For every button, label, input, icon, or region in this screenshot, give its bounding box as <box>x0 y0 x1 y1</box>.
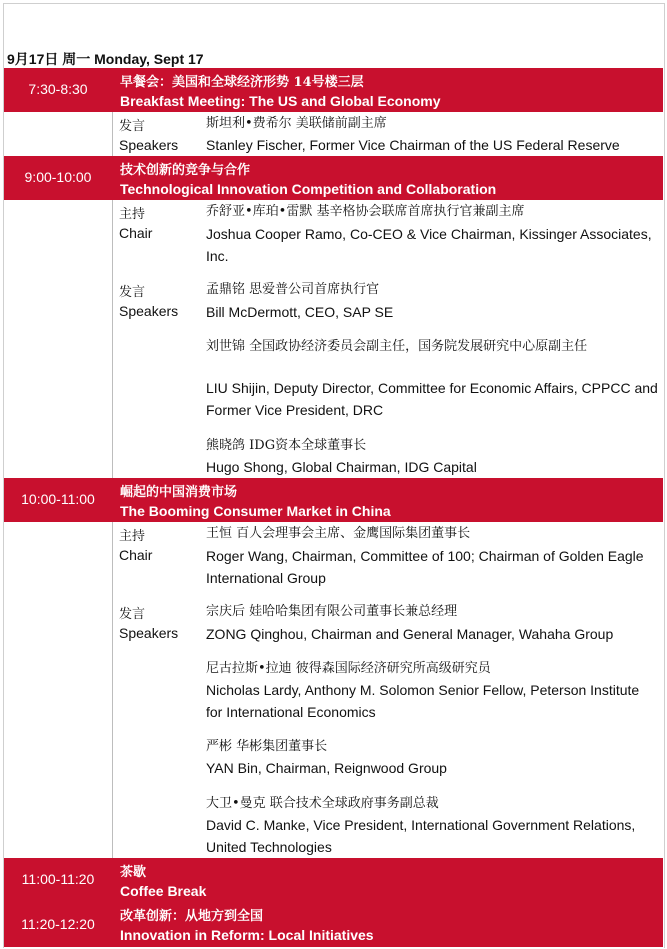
session-header-breakfast <box>4 68 663 112</box>
role-label-en: Speakers <box>119 625 179 641</box>
person-en: Stanley Fischer, Former Vice Chairman of the US Federal Reserve <box>206 137 620 153</box>
person-en: Nicholas Lardy, Anthony M. Solomon Senior Fellow, Peterson Institute for International Economics <box>206 682 640 720</box>
session-title-en: Breakfast Meeting: The US and Global Economy <box>120 93 441 109</box>
role-label-zh: 发言 <box>119 119 146 134</box>
column-divider <box>112 522 113 858</box>
role-label-zh: 发言 <box>119 607 146 622</box>
session-title-en: Innovation in Reform: Local Initiatives <box>120 927 374 943</box>
person-en: David C. Manke, Vice President, International Government Relations, United Technologies <box>206 817 636 855</box>
role-label-en: Chair <box>119 225 153 241</box>
session-header-coffee-reform <box>4 858 663 947</box>
role-label-zh: 主持 <box>119 529 146 544</box>
person-en: Joshua Cooper Ramo, Co-CEO & Vice Chairman, Kissinger Associates, Inc. <box>206 226 652 264</box>
session-time: 11:00-11:20 <box>21 871 95 887</box>
session-title-en: The Booming Consumer Market in China <box>120 503 391 519</box>
role-label-en: Speakers <box>119 303 179 319</box>
session-time: 9:00-10:00 <box>24 169 92 185</box>
session-time: 7:30-8:30 <box>28 81 88 97</box>
person-en: Bill McDermott, CEO, SAP SE <box>206 304 394 320</box>
person-zh: 宗庆后 娃哈哈集团有限公司董事长兼总经理 <box>206 604 458 619</box>
person-zh: 斯坦利•费希尔 美联储前副主席 <box>206 116 387 131</box>
session-time: 10:00-11:00 <box>21 491 95 507</box>
session-title-zh: 茶歇 <box>120 865 147 880</box>
person-zh: 尼古拉斯•拉迪 彼得森国际经济研究所高级研究员 <box>206 661 491 676</box>
person-en: YAN Bin, Chairman, Reignwood Group <box>206 760 447 776</box>
session-title-zh: 改革创新：从地方到全国 <box>120 909 264 924</box>
person-zh: 熊晓鸽 IDG资本全球董事长 <box>206 438 367 453</box>
person-zh: 大卫•曼克 联合技术全球政府事务副总裁 <box>206 796 439 811</box>
session-title-zh: 技术创新的竞争与合作 <box>120 163 251 178</box>
session-title-zh: 早餐会：美国和全球经济形势 14号楼三层 <box>120 75 364 90</box>
session-header-tech-innovation <box>4 156 663 200</box>
person-en: Roger Wang, Chairman, Committee of 100; Chairman of Golden Eagle International Group <box>206 548 644 586</box>
column-divider <box>112 200 113 478</box>
person-zh: 孟鼎铭 思爱普公司首席执行官 <box>206 282 380 297</box>
person-en: ZONG Qinghou, Chairman and General Manager, Wahaha Group <box>206 626 614 642</box>
person-zh: 乔舒亚•库珀•雷默 基辛格协会联席首席执行官兼副主席 <box>206 204 525 219</box>
session-title-zh: 崛起的中国消费市场 <box>120 485 238 500</box>
column-divider <box>112 112 113 156</box>
session-title-en: Coffee Break <box>120 883 207 899</box>
session-time: 11:20-12:20 <box>21 916 95 932</box>
role-label-en: Speakers <box>119 137 179 153</box>
person-zh: 刘世锦 全国政协经济委员会副主任，国务院发展研究中心原副主任 <box>206 339 588 354</box>
session-header-consumer-market <box>4 478 663 522</box>
role-label-zh: 发言 <box>119 285 146 300</box>
person-zh: 严彬 华彬集团董事长 <box>206 739 328 754</box>
session-title-en: Technological Innovation Competition and Collaboration <box>120 181 497 197</box>
role-label-en: Chair <box>119 547 153 563</box>
person-zh: 王恒 百人会理事会主席、金鹰国际集团董事长 <box>206 526 471 541</box>
schedule-date: 9月17日 周一 Monday, Sept 17 <box>7 51 204 67</box>
role-label-zh: 主持 <box>119 207 146 222</box>
person-en: Hugo Shong, Global Chairman, IDG Capital <box>206 459 477 475</box>
person-en: LIU Shijin, Deputy Director, Committee for Economic Affairs, CPPCC and Former Vice President, DRC <box>206 380 658 418</box>
